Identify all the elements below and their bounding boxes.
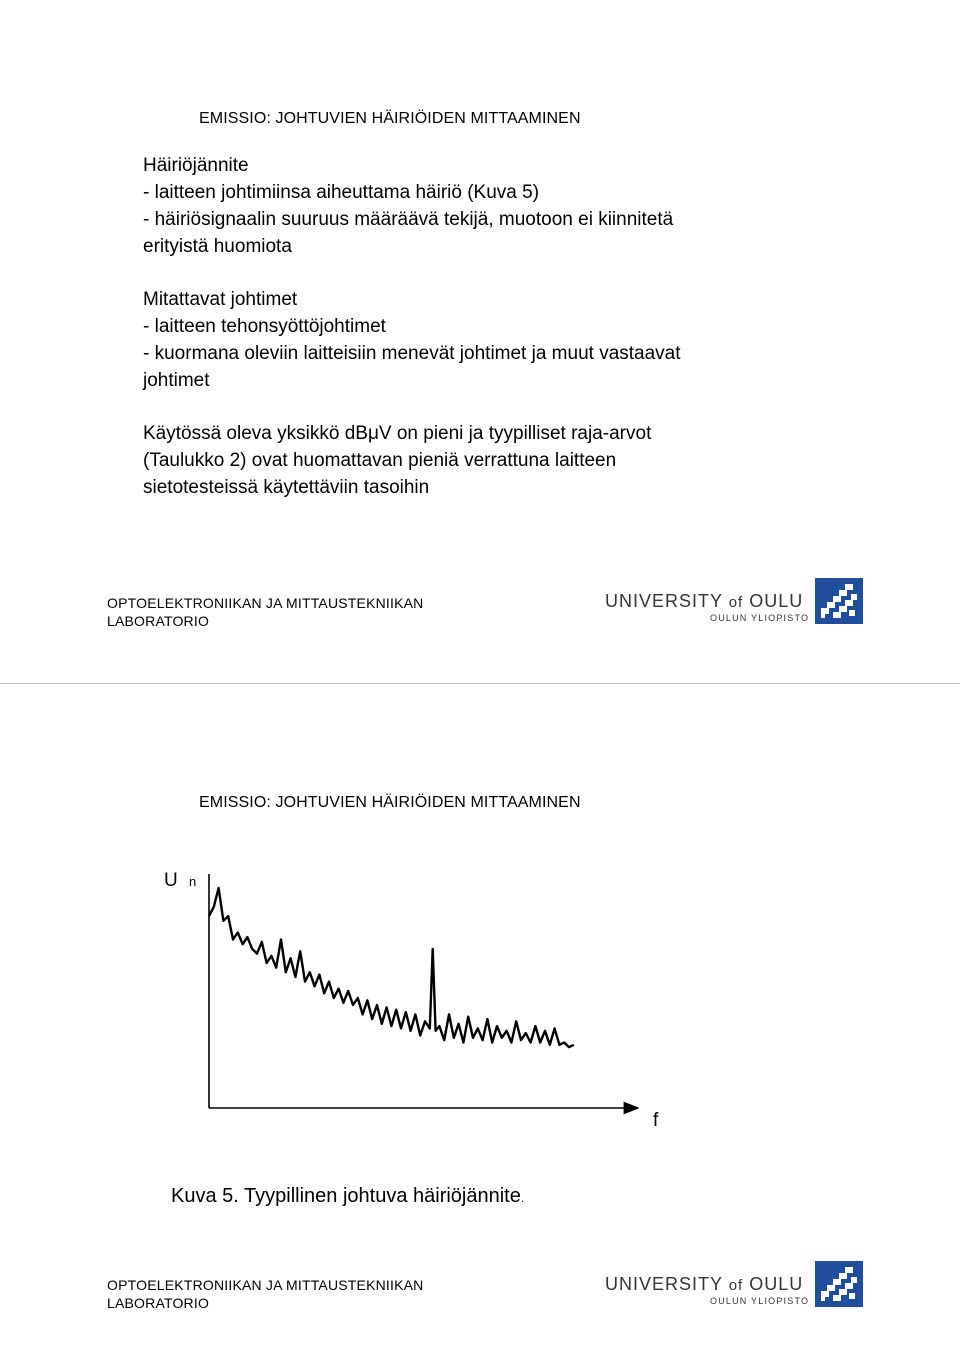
- university-wordmark: [605, 1274, 809, 1306]
- text-line: - kuormana oleviin laitteisiin menevät johtimet ja muut vastaavat: [143, 343, 681, 364]
- text-line: Käytössä oleva yksikkö dBμV on pieni ja tyypilliset raja-arvot: [143, 423, 652, 444]
- text-line: erityistä huomiota: [143, 236, 292, 257]
- text-line: sietotesteissä käytettäviin tasoihin: [143, 477, 430, 498]
- university-logo-icon: [815, 578, 863, 624]
- chart-svg: [150, 844, 690, 1164]
- y-axis-label-sub: n: [189, 874, 197, 889]
- university-of: of: [728, 1277, 744, 1294]
- chart: [150, 844, 690, 1164]
- text-line: (Taulukko 2) ovat huomattavan pieniä verrattuna laitteen: [143, 450, 617, 471]
- figure-caption-end: .: [520, 1191, 525, 1205]
- text-line: - laitteen tehonsyöttöjohtimet: [143, 316, 386, 337]
- text-line: - häiriösignaalin suuruus määräävä tekijä, muotoon ei kiinnitetä: [143, 209, 674, 230]
- slide-1: [0, 0, 960, 683]
- university-word: UNIVERSITY: [605, 1274, 723, 1294]
- lab-name-line1: OPTOELEKTRONIIKAN JA MITTAUSTEKNIIKAN: [107, 1277, 424, 1293]
- lab-name-line2: LABORATORIO: [107, 1295, 210, 1311]
- university-city: OULU: [749, 591, 804, 611]
- slide-title: EMISSIO: JOHTUVIEN HÄIRIÖIDEN MITTAAMINEN: [199, 110, 581, 127]
- slide-body: [143, 152, 863, 527]
- figure-caption-text: Kuva 5. Tyypillinen johtuva häiriöjännite: [171, 1185, 521, 1207]
- text-line: johtimet: [143, 370, 210, 391]
- lab-name-line2: LABORATORIO: [107, 613, 210, 629]
- y-axis-label-main: U: [164, 870, 178, 891]
- university-of: of: [728, 594, 744, 611]
- text-line: - laitteen johtimiinsa aiheuttama häiriö (Kuva 5): [143, 182, 540, 203]
- university-subtitle: OULUN YLIOPISTO: [710, 1296, 810, 1306]
- lab-name: [107, 1276, 424, 1312]
- paragraph-yksikko: [143, 420, 863, 501]
- university-logo-icon: [815, 1261, 863, 1307]
- text-line: Häiriöjännite: [143, 155, 249, 176]
- x-axis-label: f: [653, 1110, 659, 1131]
- lab-name: [107, 594, 424, 630]
- paragraph-mitattavat-johtimet: [143, 286, 863, 394]
- series-line-0: [209, 888, 574, 1047]
- slide-2: [0, 684, 960, 1367]
- paragraph-hairiojannite: [143, 152, 863, 260]
- lab-name-line1: OPTOELEKTRONIIKAN JA MITTAUSTEKNIIKAN: [107, 595, 424, 611]
- university-word: UNIVERSITY: [605, 591, 723, 611]
- university-wordmark: [605, 591, 809, 623]
- university-city: OULU: [749, 1274, 804, 1294]
- text-line: Mitattavat johtimet: [143, 289, 298, 310]
- figure-caption: [171, 1185, 524, 1208]
- slide-title: EMISSIO: JOHTUVIEN HÄIRIÖIDEN MITTAAMINEN: [199, 794, 581, 811]
- university-subtitle: OULUN YLIOPISTO: [710, 613, 810, 623]
